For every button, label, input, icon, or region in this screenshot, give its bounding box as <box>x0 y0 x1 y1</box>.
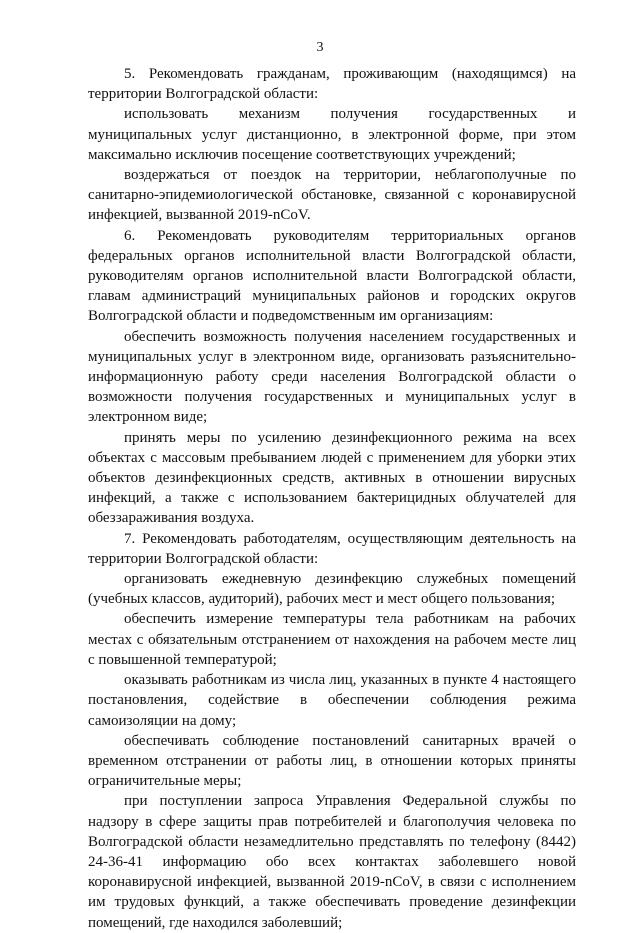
paragraph-7-item-5: при поступлении запроса Управления Федеральной службы по надзору в сфере защиты прав потребителей и благополучия человека по Волгоградской области незамедлительно представлять по телефону (8442) 24-36-41 информацию обо всех контактах заболевшего новой коронавирусной инфекцией, вызванной 2019-nCoV, в связи с исполнением им трудовых функций, а также обеспечивать проведение дезинфекции помещений, где находился заболевший; <box>88 793 576 931</box>
paragraph-5-item-2: воздержаться от поездок на территории, неблагополучные по санитарно-эпидемиологической обстановке, связанной с коронавирусной инфекцией, вызванной 2019-nCoV. <box>88 167 576 224</box>
paragraph-7-item-2: обеспечить измерение температуры тела работникам на рабочих местах с обязательным отстранением от нахождения на рабочем месте лиц с повышенной температурой; <box>88 611 576 668</box>
paragraph-7-item-4: обеспечивать соблюдение постановлений санитарных врачей о временном отстранении от работы лиц, в отношении которых приняты ограничительные меры; <box>88 732 576 790</box>
paragraph-6-item-1: обеспечить возможность получения населением государственных и муниципальных услуг в электронном виде, организовать разъяснительно-информационную работу среди населения Волгоградской области о возможности получения государственных и муниципальных услуг в электронном виде; <box>88 328 576 426</box>
page-number: 3 <box>316 40 324 55</box>
paragraph-7-item-3: оказывать работникам из числа лиц, указанных в пункте 4 настоящего постановления, содействие в обеспечении соблюдения режима самоизоляции на дому; <box>88 672 576 729</box>
paragraph-7-heading: 7. Рекомендовать работодателям, осуществляющим деятельность на территории Волгоградской области: <box>88 530 576 567</box>
paragraph-7-item-1: организовать ежедневную дезинфекцию служебных помещений (учебных классов, аудиторий), рабочих мест и мест общего пользования; <box>88 571 576 608</box>
paragraph-5-heading: 5. Рекомендовать гражданам, проживающим (находящимся) на территории Волгоградской области: <box>88 66 576 103</box>
paragraph-5-item-1: использовать механизм получения государственных и муниципальных услуг дистанционно, в электронной форме, при этом максимально исключив посещение соответствующих учреждений; <box>88 106 576 163</box>
paragraph-6-item-2: принять меры по усилению дезинфекционного режима на всех объектах с массовым пребыванием людей с применением для уборки этих объектов дезинфекционных средств, активных в отношении вирусных инфекций, а также с использованием бактерицидных облучателей для обеззараживания воздуха. <box>88 429 576 527</box>
document-body <box>88 64 576 933</box>
paragraph-6-heading: 6. Рекомендовать руководителям территориальных органов федеральных органов исполнительной власти Волгоградской области, руководителям органов исполнительной власти Волгоградской области, главам администраций муниципальных районов и городских округов Волгоградской области и подведомственным им организациям: <box>88 227 576 325</box>
